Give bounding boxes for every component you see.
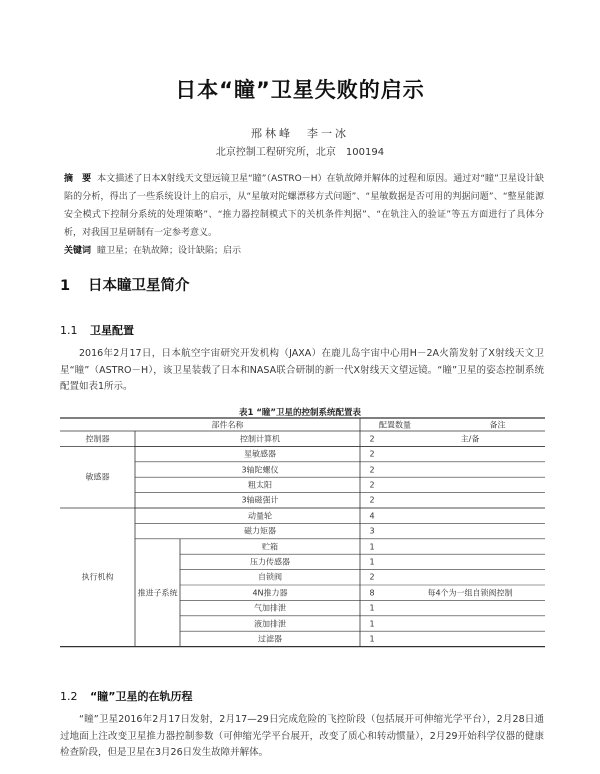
component-cell: 3轴陀螺仪 (241, 465, 279, 474)
paper-title: 日本“瞳”卫星失败的启示 (175, 78, 425, 102)
component-cell: 过滤器 (258, 634, 282, 644)
keywords-label: 关键词 (64, 246, 92, 256)
note-cell: 主/备 (460, 434, 480, 444)
quantity-cell: 2 (369, 480, 375, 490)
affiliation: 北京控制工程研究所，北京 100194 (215, 147, 385, 158)
quantity-cell: 1 (369, 619, 375, 628)
quantity-cell: 1 (369, 603, 375, 613)
section-number: 1 (60, 278, 71, 294)
component-cell: 星敏感器 (244, 449, 276, 459)
quantity-cell: 8 (369, 588, 375, 598)
quantity-cell: 2 (369, 449, 375, 459)
component-cell: 粗太阳 (248, 480, 272, 490)
header-quantity: 配置数量 (379, 420, 411, 429)
component-cell: 4N推力器 (252, 588, 288, 598)
paragraph: 2016年2月17日，日本航空宇宙研究开发机构（JAXA）在鹿儿岛宇宙中心用H－2A火箭发射了X射线天文卫星“瞳”（ASTRO－H），该卫星装载了日本和NASA联合研制的新一代X射线天文望远镜。“瞳”卫星的姿态控制系统配置如表1所示。 (60, 348, 544, 392)
subsection-heading (60, 688, 192, 704)
component-cell: 磁力矩器 (244, 526, 276, 536)
group-label: 敏感器 (85, 472, 110, 482)
authors: 邢林峰 李一冰 (251, 127, 349, 140)
component-cell: 控制计算机 (240, 434, 280, 444)
component-cell: 气加排泄 (254, 603, 286, 613)
component-cell: 3轴磁强计 (241, 495, 279, 505)
quantity-cell: 3 (369, 526, 375, 536)
table-caption: 表1 “瞳”卫星的控制系统配置表 (238, 408, 362, 418)
group-label: 执行机构 (81, 572, 114, 582)
abstract-label: 摘 要 (64, 174, 92, 184)
quantity-cell: 1 (369, 634, 375, 644)
subgroup-label: 推进子系统 (137, 588, 178, 598)
component-cell: 贮箱 (262, 542, 278, 551)
quantity-cell: 1 (369, 557, 375, 567)
section-title: 日本瞳卫星简介 (88, 278, 190, 294)
component-cell: 压力传感器 (250, 557, 290, 567)
subsection-number: 1.2 (60, 690, 78, 703)
quantity-cell: 2 (369, 572, 375, 582)
subsection-title: 卫星配置 (90, 324, 134, 337)
paragraph: “瞳”卫星2016年2月17日发射，2月17—29日完成危险的飞控阶段（包括展开可伸缩光学平台），2月28日通过地面上注改变卫星推力器控制参数（可伸缩光学平台展开，改变了质心和转动惯量），2月29开始科学仪器的健康检查阶段，但是卫星在3月26日发生故障并解体。 (60, 714, 544, 758)
header-note: 备注 (489, 420, 506, 429)
note-cell: 每4个为一组自锁阀控制 (427, 588, 513, 598)
subsection-number: 1.1 (60, 324, 78, 337)
keywords-text: 瞳卫星；在轨故障；设计缺陷；启示 (97, 246, 242, 256)
quantity-cell: 2 (369, 434, 375, 444)
group-label: 控制器 (85, 434, 110, 444)
component-cell: 动量轮 (248, 511, 272, 521)
quantity-cell: 2 (369, 495, 375, 505)
quantity-cell: 1 (369, 542, 375, 551)
quantity-cell: 2 (369, 465, 375, 474)
header-component: 部件名称 (211, 420, 244, 429)
quantity-cell: 4 (369, 511, 375, 521)
component-cell: 液加排泄 (254, 619, 286, 628)
component-cell: 自锁阀 (258, 572, 282, 582)
subsection-title: “瞳”卫星的在轨历程 (90, 690, 193, 703)
abstract-text: 本文描述了日本X射线天文望远镜卫星“瞳”（ASTRO－H）在轨故障并解体的过程和原因。通过对“瞳”卫星设计缺陷的分析，得出了一些系统设计上的启示，从“星敏对陀螺漂移方式问题”、“星敏数据是否可用的判据问题”、“整星能源安全模式下控制分系统的处理策略”、“推力器控制模式下的关机条件判据”、“在轨注入的验证”等五方面进行了具体分析，对我国卫星研制有一定参考意义。 (64, 174, 544, 238)
